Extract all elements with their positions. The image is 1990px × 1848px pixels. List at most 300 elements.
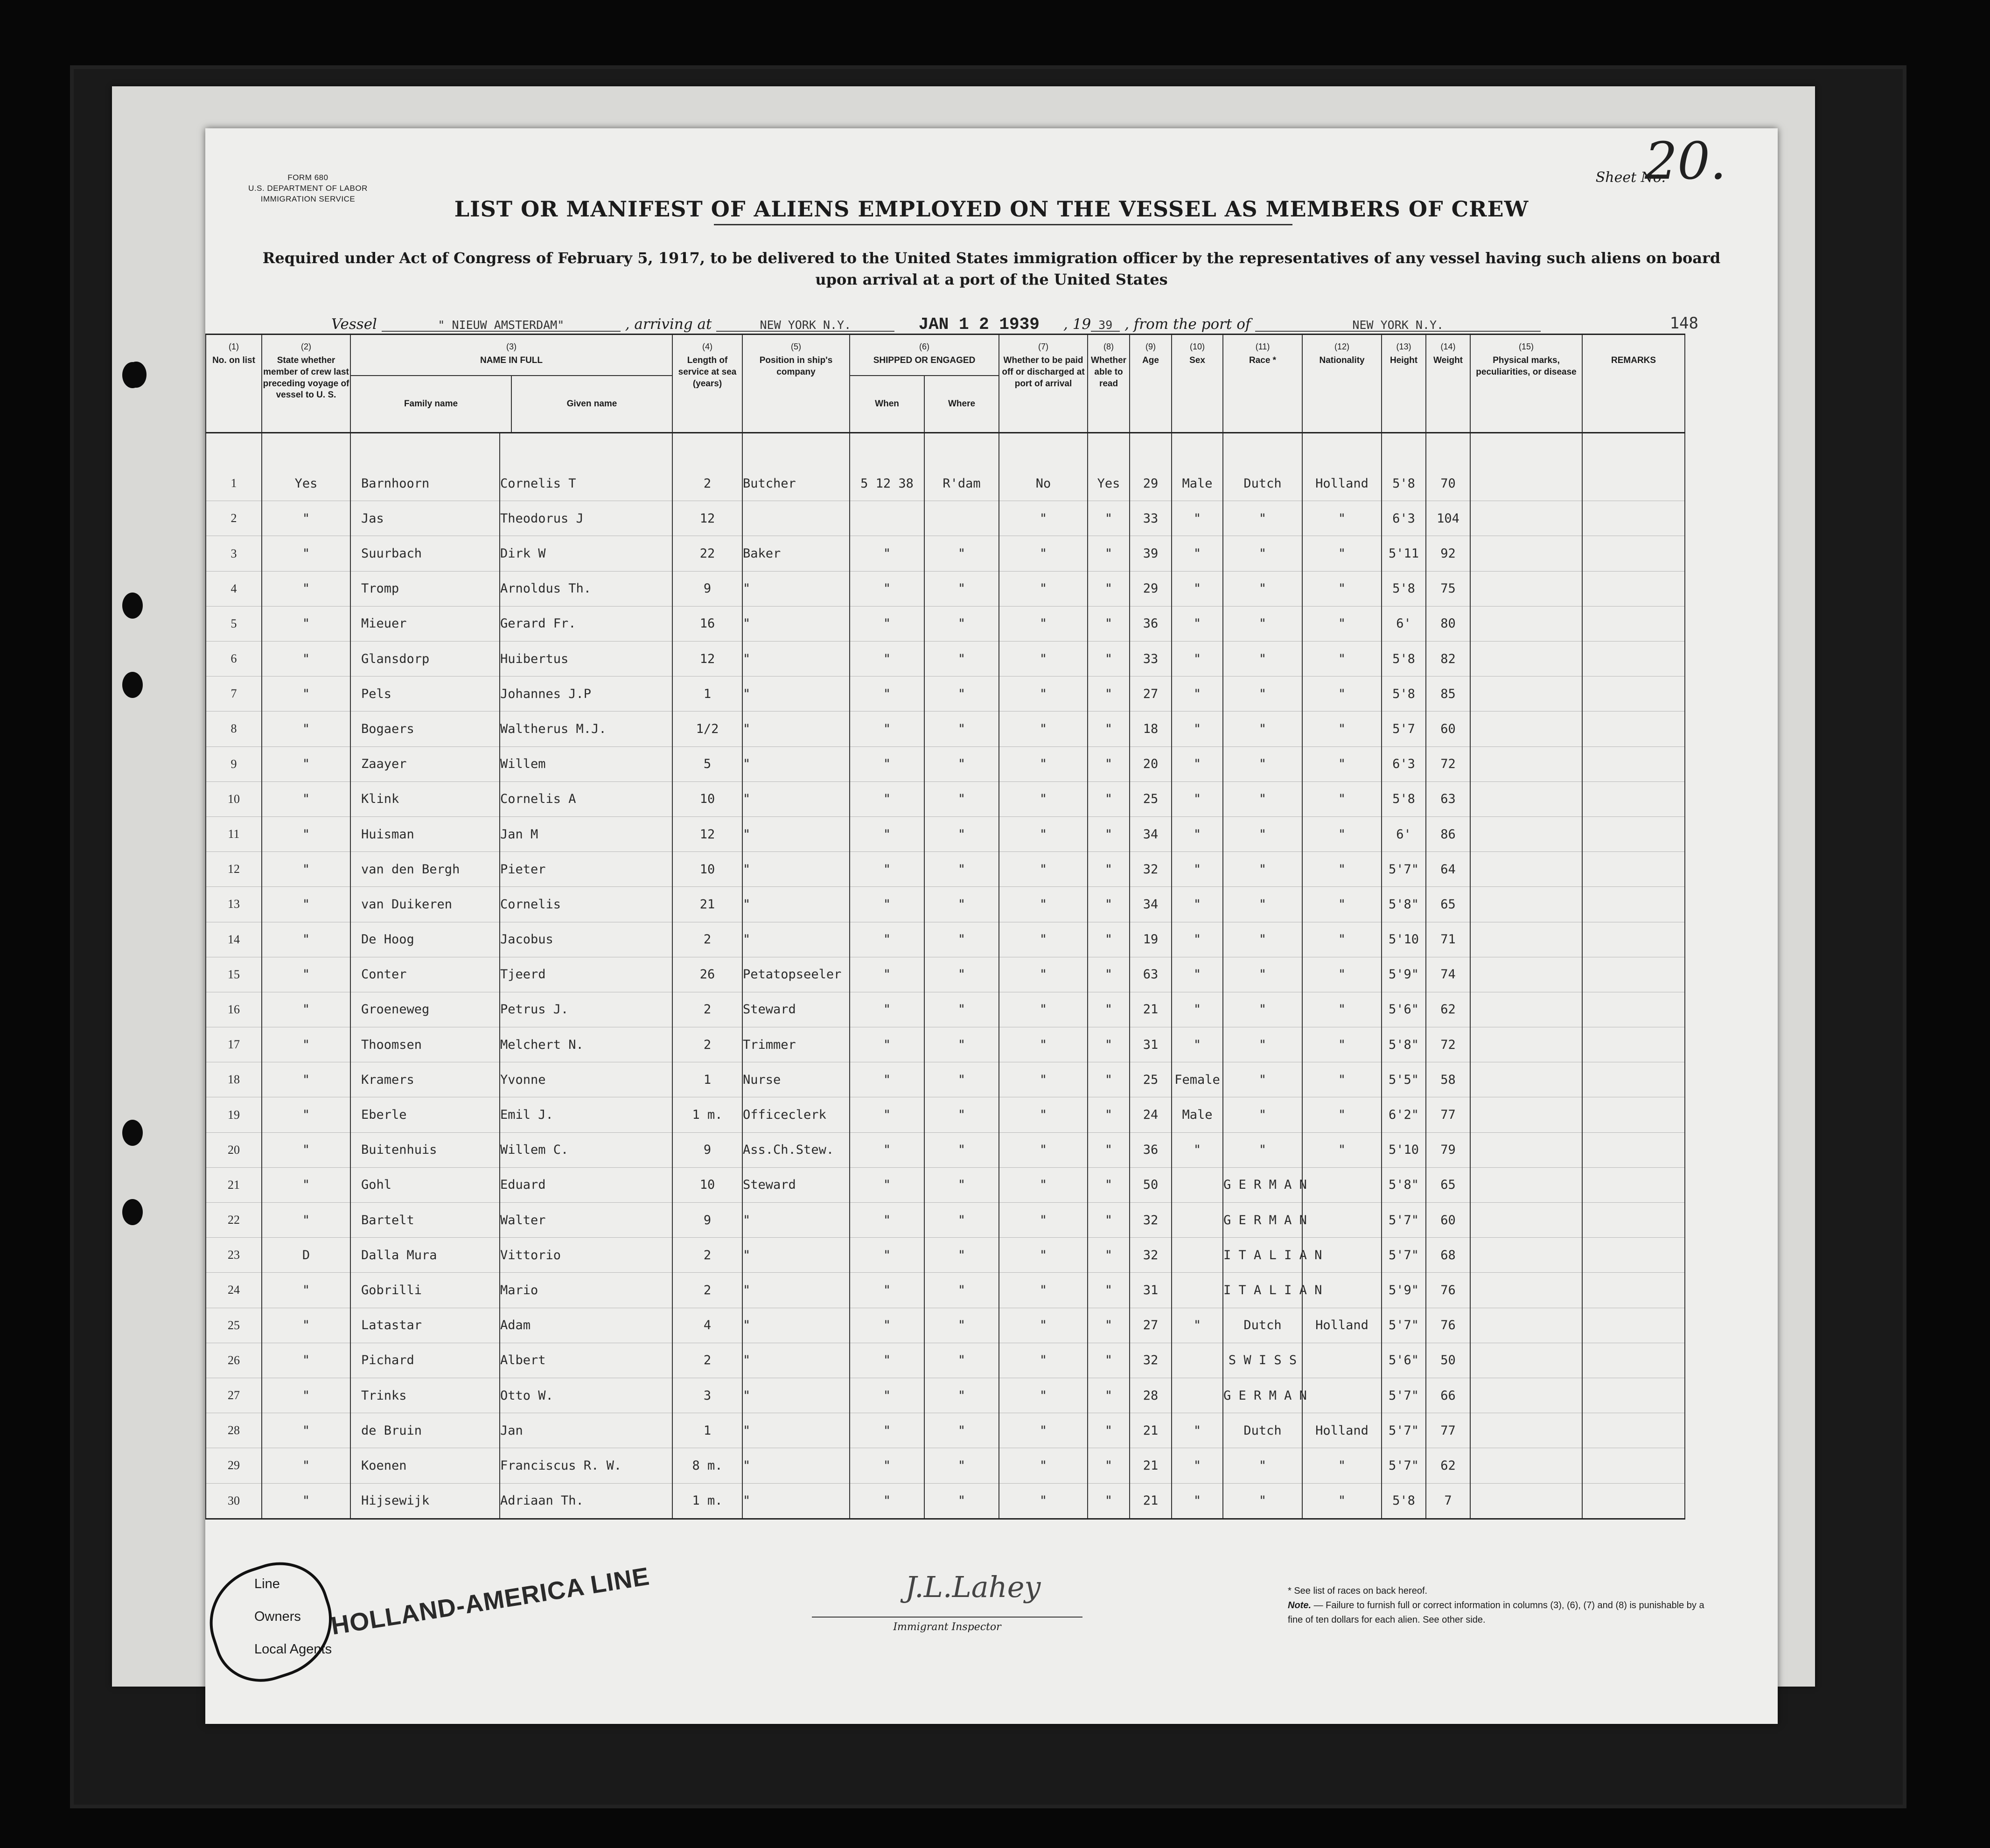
family-name-header: Family name [404,398,458,409]
paid-off-cell: " [999,746,1088,781]
able-to-read-cell: " [1088,1167,1130,1202]
nationality-cell: " [1302,887,1382,922]
height-cell: 6' [1382,606,1426,641]
position-cell: Petatopseeler [742,957,850,992]
family-name-cell: Tromp [350,571,500,606]
weight-cell: 58 [1426,1062,1470,1097]
service-cell: 1 [672,1413,742,1448]
page-title: LIST OR MANIFEST OF ALIENS EMPLOYED ON THE VESSEL AS MEMBERS OF CREW [454,196,1529,222]
remarks-cell [1582,1167,1685,1202]
family-name-cell: Hijsewijk [350,1483,500,1519]
remarks-cell [1582,1132,1685,1167]
table-row [206,781,1685,816]
shipped-when-cell: " [850,992,924,1027]
remarks-cell [1582,676,1685,711]
able-to-read-cell: " [1088,922,1130,957]
height-cell: 6'2" [1382,1097,1426,1132]
shipped-when-cell: " [850,1413,924,1448]
row-number: 28 [206,1413,262,1448]
service-cell: 4 [672,1308,742,1343]
shipped-where-cell: " [924,1097,999,1132]
punch-hole [122,1120,143,1146]
physical-marks-cell [1470,606,1582,641]
height-cell: 5'8 [1382,571,1426,606]
row-number: 6 [206,642,262,676]
age-cell: 32 [1130,1238,1172,1273]
prev-voyage-cell: " [262,1097,350,1132]
height-cell: 6'3 [1382,746,1426,781]
spacer-row [206,433,1685,467]
age-cell: 32 [1130,852,1172,887]
prev-voyage-cell: " [262,1167,350,1202]
shipped-where-cell: " [924,781,999,816]
height-cell: 5'10 [1382,1132,1426,1167]
paid-off-cell: " [999,1378,1088,1413]
position-cell: " [742,852,850,887]
age-cell: 21 [1130,1483,1172,1519]
paid-off-cell: " [999,1483,1088,1519]
position-cell: " [742,571,850,606]
remarks-cell [1582,711,1685,746]
weight-cell: 80 [1426,606,1470,641]
weight-cell: 62 [1426,992,1470,1027]
race-cell: Dutch [1223,1308,1302,1343]
physical-marks-cell [1470,536,1582,571]
paid-off-cell: " [999,992,1088,1027]
shipped-where-cell: " [924,1167,999,1202]
position-cell: " [742,1413,850,1448]
age-cell: 19 [1130,922,1172,957]
height-cell: 6'3 [1382,501,1426,536]
service-cell: 16 [672,606,742,641]
sex-cell: " [1172,887,1223,922]
family-name-cell: Barnhoorn [350,466,500,501]
prev-voyage-cell: " [262,746,350,781]
sex-cell [1172,1343,1223,1378]
sex-cell [1172,1167,1223,1202]
able-to-read-cell: " [1088,992,1130,1027]
shipped-when-cell: " [850,711,924,746]
height-cell: 5'10 [1382,922,1426,957]
shipped-where-cell: " [924,746,999,781]
table-bottom-rule [206,1519,1685,1520]
able-to-read-cell: " [1088,1132,1130,1167]
sex-cell: " [1172,1483,1223,1519]
nationality-cell: " [1302,1448,1382,1483]
shipped-where-cell: " [924,711,999,746]
paid-off-cell: " [999,501,1088,536]
shipped-where-cell: " [924,1308,999,1343]
table-row [206,1483,1685,1519]
age-cell: 34 [1130,887,1172,922]
when-header: When [875,398,899,409]
nationality-cell: " [1302,1062,1382,1097]
physical-marks-cell [1470,1378,1582,1413]
family-name-cell: Mieuer [350,606,500,641]
col-3-header: (3) NAME IN FULL Family name Given name [350,335,672,433]
weight-cell: 50 [1426,1343,1470,1378]
position-cell: " [742,1483,850,1519]
given-name-cell: Arnoldus Th. [500,571,672,606]
inspector-label: Immigrant Inspector [893,1621,1001,1633]
paid-off-cell: " [999,1413,1088,1448]
physical-marks-cell [1470,1238,1582,1273]
weight-cell: 76 [1426,1273,1470,1308]
table-row [206,1343,1685,1378]
shipped-when-cell: " [850,571,924,606]
service-cell: 10 [672,781,742,816]
service-cell: 8 m. [672,1448,742,1483]
paid-off-cell: " [999,1203,1088,1238]
paid-off-cell: " [999,1027,1088,1062]
remarks-cell [1582,571,1685,606]
nationality-cell: " [1302,1132,1382,1167]
position-cell: " [742,1273,850,1308]
race-cell: " [1223,746,1302,781]
family-name-cell: Thoomsen [350,1027,500,1062]
shipped-when-cell: " [850,1238,924,1273]
prev-voyage-cell: " [262,1343,350,1378]
age-cell: 39 [1130,536,1172,571]
prev-voyage-cell: " [262,887,350,922]
table-row [206,1062,1685,1097]
row-number: 19 [206,1097,262,1132]
able-to-read-cell: " [1088,852,1130,887]
sex-cell: " [1172,606,1223,641]
age-cell: 29 [1130,571,1172,606]
paid-off-cell: " [999,1062,1088,1097]
shipped-where-cell: " [924,1027,999,1062]
able-to-read-cell: " [1088,1273,1130,1308]
date-stamp: JAN 1 2 1939 [918,315,1040,334]
race-cell: " [1223,992,1302,1027]
service-cell: 21 [672,887,742,922]
shipped-when-cell: " [850,746,924,781]
punch-hole [122,593,143,619]
owners-label: Owners [254,1609,301,1624]
physical-marks-cell [1470,1062,1582,1097]
given-name-cell: Melchert N. [500,1027,672,1062]
race-cell: " [1223,781,1302,816]
paid-off-cell: " [999,887,1088,922]
service-cell: 1 m. [672,1483,742,1519]
age-cell: 21 [1130,1448,1172,1483]
inspector-signature: J.L.Lahey [905,1570,1041,1604]
table-row [206,606,1685,641]
shipped-where-cell: " [924,1413,999,1448]
given-name-cell: Otto W. [500,1378,672,1413]
position-cell: " [742,1378,850,1413]
weight-cell: 64 [1426,852,1470,887]
paid-off-cell: " [999,816,1088,851]
paid-off-cell: " [999,571,1088,606]
race-cell: " [1223,711,1302,746]
nationality-cell: " [1302,922,1382,957]
position-cell: " [742,1238,850,1273]
shipped-when-cell: " [850,1027,924,1062]
table-row [206,957,1685,992]
row-number: 21 [206,1167,262,1202]
physical-marks-cell [1470,781,1582,816]
physical-marks-cell [1470,466,1582,501]
remarks-cell [1582,1308,1685,1343]
age-cell: 27 [1130,1308,1172,1343]
sex-cell: " [1172,781,1223,816]
shipped-where-cell: " [924,1273,999,1308]
row-number: 5 [206,606,262,641]
able-to-read-cell: " [1088,606,1130,641]
family-name-cell: Bogaers [350,711,500,746]
age-cell: 25 [1130,1062,1172,1097]
position-cell: " [742,711,850,746]
height-cell: 5'8" [1382,887,1426,922]
table-row [206,922,1685,957]
row-number: 25 [206,1308,262,1343]
given-name-cell: Adriaan Th. [500,1483,672,1519]
able-to-read-cell: " [1088,1308,1130,1343]
remarks-cell [1582,922,1685,957]
physical-marks-cell [1470,1132,1582,1167]
sex-cell [1172,1203,1223,1238]
given-name-cell: Jacobus [500,922,672,957]
family-name-cell: Kramers [350,1062,500,1097]
age-cell: 28 [1130,1378,1172,1413]
sex-cell: " [1172,711,1223,746]
given-name-cell: Huibertus [500,642,672,676]
age-cell: 36 [1130,1132,1172,1167]
prev-voyage-cell: " [262,816,350,851]
shipped-when-cell: " [850,1483,924,1519]
paid-off-cell: " [999,922,1088,957]
nationality-cell: " [1302,852,1382,887]
race-cell: " [1223,887,1302,922]
age-cell: 24 [1130,1097,1172,1132]
able-to-read-cell: " [1088,1238,1130,1273]
family-name-cell: Pels [350,676,500,711]
physical-marks-cell [1470,1027,1582,1062]
prev-voyage-cell: " [262,1132,350,1167]
prev-voyage-cell: " [262,1062,350,1097]
sex-cell [1172,1273,1223,1308]
height-cell: 5'8 [1382,642,1426,676]
sex-cell: " [1172,852,1223,887]
weight-cell: 72 [1426,1027,1470,1062]
row-number: 16 [206,992,262,1027]
given-name-cell: Waltherus M.J. [500,711,672,746]
row-number: 27 [206,1378,262,1413]
shipped-where-cell: " [924,536,999,571]
col-1-header: (1) No. on list [206,335,262,433]
footer-notes [1288,1584,1708,1627]
position-cell: " [742,1308,850,1343]
paid-off-cell: " [999,1097,1088,1132]
age-cell: 27 [1130,676,1172,711]
shipped-where-cell: " [924,852,999,887]
height-cell: 5'9" [1382,1273,1426,1308]
height-cell: 5'6" [1382,992,1426,1027]
sex-cell [1172,1238,1223,1273]
shipped-when-cell: " [850,676,924,711]
age-cell: 20 [1130,746,1172,781]
shipped-where-cell: " [924,571,999,606]
shipped-when-cell: " [850,1062,924,1097]
given-name-cell: Eduard [500,1167,672,1202]
service-cell: 1 [672,1062,742,1097]
vessel-label: Vessel [331,316,377,333]
row-number: 20 [206,1132,262,1167]
service-cell: 3 [672,1378,742,1413]
physical-marks-cell [1470,1273,1582,1308]
remarks-cell [1582,1343,1685,1378]
given-name-cell: Pieter [500,852,672,887]
prev-voyage-cell: " [262,1413,350,1448]
physical-marks-cell [1470,1483,1582,1519]
remarks-cell [1582,642,1685,676]
able-to-read-cell: " [1088,1097,1130,1132]
col-5-header: (5) Position in ship's company [742,335,850,433]
weight-cell: 72 [1426,746,1470,781]
age-cell: 50 [1130,1167,1172,1202]
physical-marks-cell [1470,957,1582,992]
given-name-cell: Dirk W [500,536,672,571]
family-name-cell: Latastar [350,1308,500,1343]
table-row [206,992,1685,1027]
where-header: Where [924,376,998,432]
race-cell: " [1223,1483,1302,1519]
family-name-cell: Groeneweg [350,992,500,1027]
sex-cell: " [1172,571,1223,606]
shipped-when-cell: " [850,1448,924,1483]
shipped-when-cell: " [850,1097,924,1132]
weight-cell: 65 [1426,1167,1470,1202]
family-name-cell: de Bruin [350,1413,500,1448]
remarks-cell [1582,536,1685,571]
family-name-cell: Huisman [350,816,500,851]
paid-off-cell: " [999,711,1088,746]
remarks-cell [1582,957,1685,992]
physical-marks-cell [1470,642,1582,676]
table-row [206,1378,1685,1413]
service-cell: 9 [672,1203,742,1238]
prev-voyage-cell: Yes [262,466,350,501]
family-name-cell: van Duikeren [350,887,500,922]
service-cell: 2 [672,1238,742,1273]
race-cell: " [1223,642,1302,676]
remarks-cell [1582,1238,1685,1273]
given-name-cell: Petrus J. [500,992,672,1027]
table-row [206,1132,1685,1167]
nationality-cell [1302,1203,1382,1238]
remarks-cell [1582,1378,1685,1413]
sex-cell: Male [1172,1097,1223,1132]
prev-voyage-cell: " [262,571,350,606]
family-name-cell: Suurbach [350,536,500,571]
remarks-cell [1582,1203,1685,1238]
family-name-cell: Dalla Mura [350,1238,500,1273]
row-number: 18 [206,1062,262,1097]
service-cell: 2 [672,1273,742,1308]
prev-voyage-cell: " [262,1308,350,1343]
physical-marks-cell [1470,501,1582,536]
nationality-cell: " [1302,571,1382,606]
height-cell: 5'7" [1382,1308,1426,1343]
physical-marks-cell [1470,922,1582,957]
able-to-read-cell: " [1088,1413,1130,1448]
given-name-cell: Willem [500,746,672,781]
signature-line [812,1617,1082,1618]
race-cell: S W I S S [1223,1343,1302,1378]
race-cell: " [1223,571,1302,606]
remarks-cell [1582,466,1685,501]
family-name-cell: Jas [350,501,500,536]
shipped-when-cell: " [850,816,924,851]
physical-marks-cell [1470,992,1582,1027]
shipped-when-cell: " [850,1343,924,1378]
shipped-where-cell: " [924,1343,999,1378]
table-row [206,1308,1685,1343]
table-row [206,1027,1685,1062]
age-cell: 18 [1130,711,1172,746]
shipped-when-cell: " [850,1308,924,1343]
col-13-header: (13) Height [1382,335,1426,433]
weight-cell: 75 [1426,571,1470,606]
col-6-header: (6) SHIPPED OR ENGAGED When Where [850,335,999,433]
penalty-note: Note. — Failure to furnish full or correct information in columns (3), (6), (7) and (8) is punishable by a fine of ten dollars for each alien. See other side. [1288,1600,1704,1625]
prev-voyage-cell: " [262,676,350,711]
arrival-port: NEW YORK N.Y. [716,319,894,332]
position-cell [742,501,850,536]
height-cell: 5'7" [1382,1448,1426,1483]
title-underline [714,224,1292,225]
weight-cell: 60 [1426,711,1470,746]
given-name-cell: Cornelis A [500,781,672,816]
family-name-cell: Trinks [350,1378,500,1413]
vessel-name: " NIEUW AMSTERDAM" [382,319,621,332]
able-to-read-cell: Yes [1088,466,1130,501]
shipped-when-cell: " [850,957,924,992]
physical-marks-cell [1470,571,1582,606]
height-cell: 5'7" [1382,1413,1426,1448]
table-row [206,571,1685,606]
sex-cell: " [1172,1413,1223,1448]
race-cell: " [1223,816,1302,851]
prev-voyage-cell: " [262,781,350,816]
shipped-where-cell: " [924,992,999,1027]
race-cell: " [1223,1448,1302,1483]
paid-off-cell: " [999,957,1088,992]
able-to-read-cell: " [1088,781,1130,816]
family-name-cell: Koenen [350,1448,500,1483]
col-8-header: (8) Whether able to read [1088,335,1130,433]
table-row [206,887,1685,922]
family-name-cell: Klink [350,781,500,816]
paid-off-cell: " [999,606,1088,641]
nationality-cell: " [1302,1097,1382,1132]
family-name-cell: Conter [350,957,500,992]
height-cell: 6' [1382,816,1426,851]
paid-off-cell: " [999,781,1088,816]
weight-cell: 62 [1426,1448,1470,1483]
service-cell: 5 [672,746,742,781]
able-to-read-cell: " [1088,711,1130,746]
shipped-where-cell: R'dam [924,466,999,501]
shipped-where-cell: " [924,676,999,711]
given-name-cell: Theodorus J [500,501,672,536]
service-cell: 12 [672,816,742,851]
able-to-read-cell: " [1088,887,1130,922]
service-cell: 2 [672,1027,742,1062]
height-cell: 5'7" [1382,1238,1426,1273]
